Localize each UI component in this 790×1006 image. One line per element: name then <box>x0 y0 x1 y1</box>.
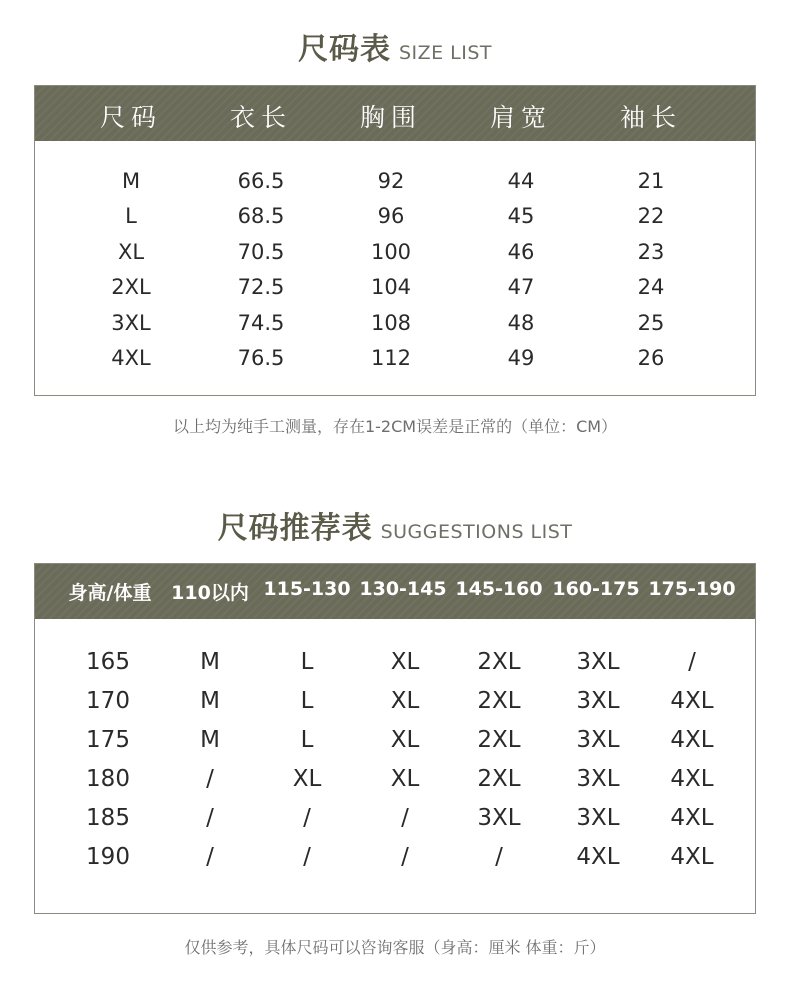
header-weight-175-190: 175-190 <box>648 578 736 600</box>
height-cell: 175 <box>86 727 130 753</box>
header-height-weight: 身高/体重 <box>68 582 152 604</box>
height-cell: 185 <box>86 805 130 831</box>
suggested-size-cell: 4XL <box>670 766 714 792</box>
suggestions-title-en: SUGGESTIONS LIST <box>380 521 573 543</box>
size-cell: 104 <box>370 275 412 299</box>
suggested-size-cell: / <box>401 805 409 831</box>
size-cell: 74.5 <box>237 311 285 335</box>
suggested-size-cell: / <box>688 649 696 675</box>
header-size: 尺码 <box>99 103 163 132</box>
header-weight-115-130: 115-130 <box>263 578 351 600</box>
size-cell: 45 <box>507 204 535 228</box>
suggested-size-cell: 4XL <box>670 844 714 870</box>
suggested-size-cell: 2XL <box>477 688 521 714</box>
size-list-title-cn: 尺码表 <box>297 32 391 67</box>
size-cell: XL <box>117 240 145 264</box>
size-cell: 96 <box>377 204 405 228</box>
size-cell: L <box>125 204 137 228</box>
suggested-size-cell: 3XL <box>576 649 620 675</box>
size-cell: 4XL <box>111 346 151 370</box>
suggested-size-cell: XL <box>390 766 420 792</box>
size-cell: 47 <box>507 275 535 299</box>
suggestions-note: 仅供参考，具体尺码可以咨询客服（身高：厘米 体重：斤） <box>184 938 606 957</box>
height-cell: 165 <box>86 649 130 675</box>
suggestions-table-header <box>35 564 755 619</box>
suggested-size-cell: L <box>300 727 314 753</box>
header-weight-145-160: 145-160 <box>455 578 543 600</box>
suggested-size-cell: XL <box>292 766 322 792</box>
size-cell: M <box>121 169 141 193</box>
size-cell: 68.5 <box>237 204 285 228</box>
size-cell: 66.5 <box>237 169 285 193</box>
suggestions-table <box>34 563 756 914</box>
suggested-size-cell: 2XL <box>477 766 521 792</box>
size-cell: 26 <box>637 346 665 370</box>
size-cell: 70.5 <box>237 240 285 264</box>
size-cell: 76.5 <box>237 346 285 370</box>
suggested-size-cell: 3XL <box>477 805 521 831</box>
size-cell: 48 <box>507 311 535 335</box>
header-weight-110: 110以内 <box>171 582 249 604</box>
suggested-size-cell: / <box>206 766 214 792</box>
suggested-size-cell: 4XL <box>670 805 714 831</box>
suggested-size-cell: 3XL <box>576 805 620 831</box>
height-cell: 180 <box>86 766 130 792</box>
suggested-size-cell: 2XL <box>477 649 521 675</box>
height-cell: 190 <box>86 844 130 870</box>
header-length: 衣长 <box>229 103 293 132</box>
size-cell: 23 <box>637 240 665 264</box>
suggested-size-cell: / <box>303 844 311 870</box>
size-cell: 44 <box>507 169 535 193</box>
header-weight-160-175: 160-175 <box>552 578 640 600</box>
size-cell: 92 <box>377 169 405 193</box>
header-chest: 胸围 <box>359 103 423 132</box>
suggested-size-cell: 4XL <box>670 688 714 714</box>
size-cell: 25 <box>637 311 665 335</box>
size-cell: 22 <box>637 204 665 228</box>
size-list-title <box>0 24 790 68</box>
size-cell: 46 <box>507 240 535 264</box>
size-cell: 108 <box>370 311 412 335</box>
suggested-size-cell: 3XL <box>576 727 620 753</box>
suggested-size-cell: XL <box>390 727 420 753</box>
size-list-note: 以上均为纯手工测量，存在1-2CM误差是正常的（单位：CM） <box>172 417 618 436</box>
suggested-size-cell: 3XL <box>576 766 620 792</box>
size-cell: 2XL <box>111 275 151 299</box>
suggestions-title <box>0 503 790 547</box>
size-table-header <box>35 86 755 141</box>
header-shoulder: 肩宽 <box>489 103 553 132</box>
suggested-size-cell: 2XL <box>477 727 521 753</box>
height-cell: 170 <box>86 688 130 714</box>
header-sleeve: 袖长 <box>619 103 683 132</box>
size-cell: 24 <box>637 275 665 299</box>
suggested-size-cell: 4XL <box>670 727 714 753</box>
suggested-size-cell: XL <box>390 649 420 675</box>
suggested-size-cell: 4XL <box>576 844 620 870</box>
size-cell: 100 <box>370 240 412 264</box>
suggested-size-cell: XL <box>390 688 420 714</box>
suggested-size-cell: L <box>300 688 314 714</box>
header-weight-130-145: 130-145 <box>359 578 447 600</box>
suggested-size-cell: 3XL <box>576 688 620 714</box>
size-cell: 21 <box>637 169 665 193</box>
suggested-size-cell: / <box>495 844 503 870</box>
size-cell: 72.5 <box>237 275 285 299</box>
size-cell: 112 <box>370 346 412 370</box>
suggestions-title-cn: 尺码推荐表 <box>217 511 373 546</box>
suggested-size-cell: M <box>200 727 220 753</box>
size-cell: 3XL <box>111 311 151 335</box>
suggested-size-cell: L <box>300 649 314 675</box>
size-cell: 49 <box>507 346 535 370</box>
size-table <box>34 85 756 396</box>
size-list-title-en: SIZE LIST <box>398 42 493 64</box>
suggested-size-cell: / <box>206 844 214 870</box>
suggested-size-cell: M <box>200 649 220 675</box>
suggested-size-cell: M <box>200 688 220 714</box>
suggested-size-cell: / <box>401 844 409 870</box>
suggested-size-cell: / <box>206 805 214 831</box>
suggested-size-cell: / <box>303 805 311 831</box>
